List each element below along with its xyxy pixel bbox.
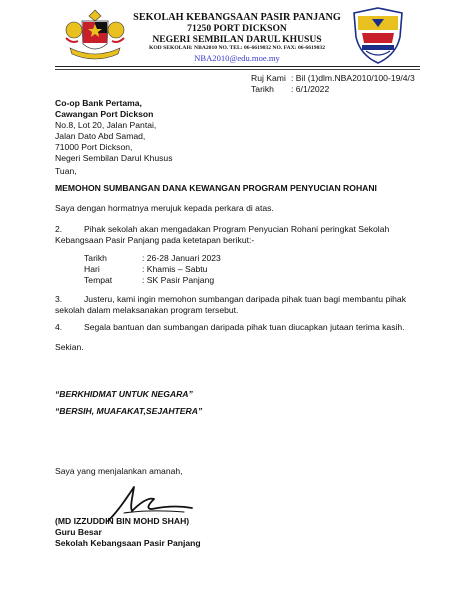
recipient-line-4: Jalan Dato Abd Samad, xyxy=(55,131,146,141)
salutation: Tuan, xyxy=(55,166,77,176)
para4-number: 4. xyxy=(55,322,63,332)
school-name: SEKOLAH KEBANGSAAN PASIR PANJANG xyxy=(133,12,341,23)
detail-place-label: Tempat xyxy=(84,275,113,285)
subject-line: MEMOHON SUMBANGAN DANA KEWANGAN PROGRAM PENYUCIAN ROHANI xyxy=(55,183,377,193)
date-value: : 6/1/2022 xyxy=(291,84,330,94)
detail-day-value: : Khamis – Sabtu xyxy=(142,264,208,274)
signatory-org: Sekolah Kebangsaan Pasir Panjang xyxy=(55,538,201,548)
detail-date-value: : 26-28 Januari 2023 xyxy=(142,253,221,263)
para3-line-1: Justeru, kami ingin memohon sumbangan daripada pihak tuan bagi membantu pihak xyxy=(84,294,406,304)
school-codes: KOD SEKOLAH: NBA2010 NO. TEL: 06-6619032 NO. FAX: 06-6619032 xyxy=(148,45,325,51)
header-rule-thick xyxy=(55,66,420,67)
school-address: 71250 PORT DICKSON xyxy=(187,23,287,34)
motto-1: “BERKHIDMAT UNTUK NEGARA” xyxy=(55,389,193,399)
opening-paragraph: Saya dengan hormatnya merujuk kepada perkara di atas. xyxy=(55,203,274,213)
recipient-line-6: Negeri Sembilan Darul Khusus xyxy=(55,153,173,163)
header-rule-thin xyxy=(55,69,420,70)
detail-date-label: Tarikh xyxy=(84,253,107,263)
school-state: NEGERI SEMBILAN DARUL KHUSUS xyxy=(152,34,322,45)
para2-line-2: Kebangsaan Pasir Panjang pada ketetapan berikut:- xyxy=(55,235,255,245)
para4-line-1: Segala bantuan dan sumbangan daripada pihak tuan diucapkan jutaan terima kasih. xyxy=(84,322,405,332)
school-logo xyxy=(352,7,404,65)
date-label: Tarikh xyxy=(251,84,274,94)
sign-intro: Saya yang menjalankan amanah, xyxy=(55,466,183,476)
para2-number: 2. xyxy=(55,224,63,234)
detail-day-label: Hari xyxy=(84,264,100,274)
signatory-name: (MD IZZUDDIN BIN MOHD SHAH) xyxy=(55,516,190,526)
recipient-line-3: No.8, Lot 20, Jalan Pantai, xyxy=(55,120,157,130)
ref-label: Ruj Kami xyxy=(251,73,286,83)
para3-number: 3. xyxy=(55,294,63,304)
ref-value: : Bil (1)dlm.NBA2010/100-19/4/3 xyxy=(291,73,415,83)
motto-2: “BERSIH, MUAFAKAT,SEJAHTERA” xyxy=(55,406,203,416)
recipient-line-2: Cawangan Port Dickson xyxy=(55,109,154,119)
detail-place-value: : SK Pasir Panjang xyxy=(142,275,215,285)
recipient-line-1: Co-op Bank Pertama, xyxy=(55,98,142,108)
school-email-link[interactable]: NBA2010@edu.moe.my xyxy=(194,53,280,63)
para3-line-2: sekolah dalam melaksanakan program tersebut. xyxy=(55,305,239,315)
recipient-line-5: 71000 Port Dickson, xyxy=(55,142,133,152)
para2-line-1: Pihak sekolah akan mengadakan Program Penyucian Rohani peringkat Sekolah xyxy=(84,224,390,234)
signatory-title: Guru Besar xyxy=(55,527,102,537)
closing: Sekian. xyxy=(55,342,84,352)
